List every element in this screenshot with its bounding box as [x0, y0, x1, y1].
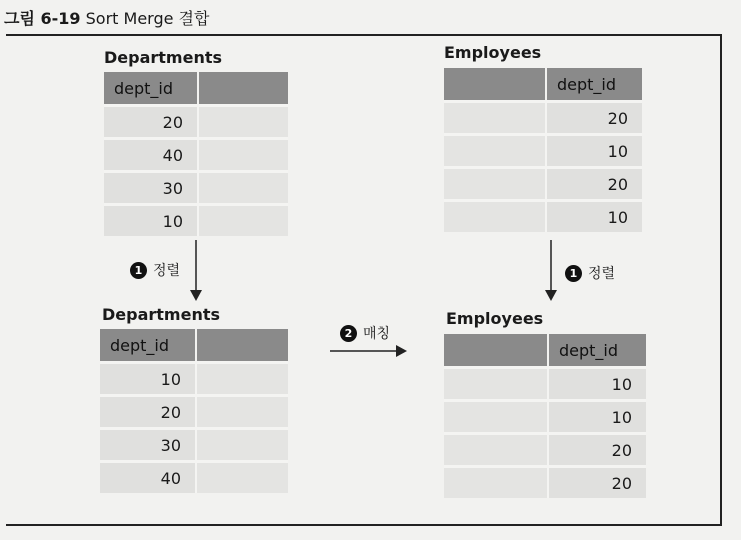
departments-title-top: Departments — [104, 48, 223, 67]
dept-id-cell: 10 — [100, 363, 196, 396]
employees-table-sorted — [444, 334, 646, 498]
table-row — [100, 363, 288, 396]
dept-id-header: dept_id — [546, 68, 642, 102]
dept-id-cell: 20 — [548, 434, 646, 467]
departments-table-sorted — [100, 329, 288, 493]
step-badge: 1 — [565, 265, 582, 282]
table-row — [100, 396, 288, 429]
empty-cell — [444, 467, 548, 499]
table-row — [444, 401, 646, 434]
empty-cell — [444, 168, 546, 201]
empty-cell — [196, 462, 288, 494]
dept-id-header: dept_id — [548, 334, 646, 368]
table-row — [104, 172, 288, 205]
table-row — [444, 467, 646, 499]
empty-cell — [444, 434, 548, 467]
table-row — [444, 135, 642, 168]
table-row — [444, 368, 646, 401]
dept-id-cell: 20 — [546, 102, 642, 135]
figure-number: 그림 6-19 — [4, 9, 81, 28]
dept-id-cell: 10 — [548, 368, 646, 401]
table-header-row — [444, 334, 646, 368]
employees-title-top: Employees — [444, 43, 542, 62]
table-row — [100, 462, 288, 494]
table-row — [444, 434, 646, 467]
dept-id-cell: 40 — [104, 139, 198, 172]
employees-title-bottom: Employees — [446, 309, 544, 328]
empty-header — [444, 334, 548, 368]
empty-header — [196, 329, 288, 363]
empty-cell — [198, 205, 288, 237]
table-row — [100, 429, 288, 462]
match-arrow-right-icon — [330, 345, 408, 357]
dept-id-cell: 20 — [104, 106, 198, 139]
sort-arrow-down-icon — [545, 240, 557, 302]
dept-id-cell: 40 — [100, 462, 196, 494]
empty-cell — [196, 429, 288, 462]
sort-step-label-right — [565, 263, 615, 283]
table-row — [444, 168, 642, 201]
dept-id-header: dept_id — [104, 72, 198, 106]
match-step-label — [340, 323, 390, 343]
table-row — [444, 201, 642, 233]
sort-label: 정렬 — [153, 263, 181, 279]
dept-id-cell: 10 — [548, 401, 646, 434]
table-header-row — [444, 68, 642, 102]
table-row — [104, 106, 288, 139]
sort-arrow-down-icon — [190, 240, 202, 302]
empty-cell — [444, 368, 548, 401]
dept-id-cell: 30 — [100, 429, 196, 462]
empty-cell — [196, 396, 288, 429]
dept-id-cell: 20 — [546, 168, 642, 201]
figure-caption — [4, 6, 209, 29]
table-header-row — [104, 72, 288, 106]
empty-header — [444, 68, 546, 102]
dept-id-header: dept_id — [100, 329, 196, 363]
dept-id-cell: 30 — [104, 172, 198, 205]
empty-cell — [198, 106, 288, 139]
dept-id-cell: 20 — [100, 396, 196, 429]
sort-step-label-left — [130, 260, 180, 280]
empty-cell — [444, 201, 546, 233]
departments-title-bottom: Departments — [102, 305, 221, 324]
table-row — [444, 102, 642, 135]
empty-cell — [444, 401, 548, 434]
empty-header — [198, 72, 288, 106]
step-badge: 1 — [130, 262, 147, 279]
figure-title: Sort Merge 결합 — [85, 9, 210, 28]
empty-cell — [198, 172, 288, 205]
dept-id-cell: 10 — [104, 205, 198, 237]
match-label: 매칭 — [363, 326, 391, 342]
empty-cell — [196, 363, 288, 396]
sort-label: 정렬 — [588, 266, 616, 282]
employees-table-unsorted — [444, 68, 642, 232]
table-header-row — [100, 329, 288, 363]
empty-cell — [198, 139, 288, 172]
dept-id-cell: 10 — [546, 135, 642, 168]
table-row — [104, 139, 288, 172]
empty-cell — [444, 102, 546, 135]
step-badge: 2 — [340, 325, 357, 342]
dept-id-cell: 20 — [548, 467, 646, 499]
empty-cell — [444, 135, 546, 168]
dept-id-cell: 10 — [546, 201, 642, 233]
table-row — [104, 205, 288, 237]
departments-table-unsorted — [104, 72, 288, 236]
